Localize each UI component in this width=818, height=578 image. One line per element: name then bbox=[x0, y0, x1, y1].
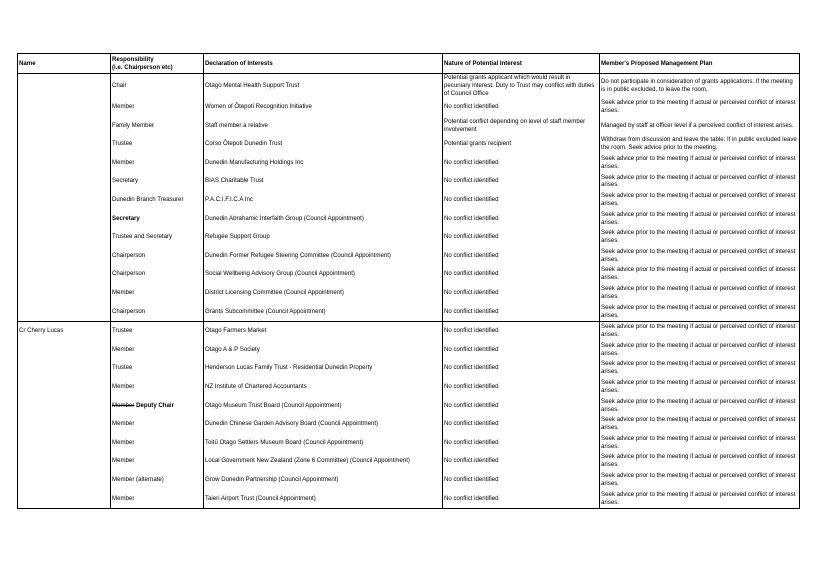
member-name-cell bbox=[18, 302, 111, 321]
header-responsibility bbox=[111, 54, 204, 74]
table-row bbox=[18, 321, 800, 340]
declaration-cell: Otago A & P Society bbox=[204, 340, 443, 359]
declaration-cell: Grow Dunedin Partnership (Council Appointment) bbox=[204, 471, 443, 490]
table-row bbox=[18, 74, 800, 98]
declaration-cell: Corso Ōtepoti Dunedin Trust bbox=[204, 135, 443, 154]
nature-cell: No conflict identified bbox=[443, 228, 600, 247]
table-row bbox=[18, 265, 800, 284]
responsibility-cell: Member bbox=[111, 415, 204, 434]
nature-cell: No conflict identified bbox=[443, 359, 600, 378]
declaration-cell: Refugee Support Group bbox=[204, 228, 443, 247]
member-name-cell bbox=[18, 265, 111, 284]
nature-cell: No conflict identified bbox=[443, 340, 600, 359]
responsibility-cell: Secretary bbox=[111, 172, 204, 191]
management-plan-cell: Seek advice prior to the meeting if actual or perceived conflict of interest arises. bbox=[600, 378, 800, 397]
responsibility-cell: Trustee bbox=[111, 359, 204, 378]
management-plan-cell: Seek advice prior to the meeting if actual or perceived conflict of interest arises. bbox=[600, 284, 800, 303]
management-plan-cell: Seek advice prior to the meeting if actual or perceived conflict of interest arises. bbox=[600, 228, 800, 247]
management-plan-cell: Seek advice prior to the meeting if actual or perceived conflict of interest arises. bbox=[600, 191, 800, 210]
responsibility-cell: Member bbox=[111, 98, 204, 117]
management-plan-cell: Seek advice prior to the meeting if actual or perceived conflict of interest arises. bbox=[600, 452, 800, 471]
management-plan-cell: Seek advice prior to the meeting if actual or perceived conflict of interest arises. bbox=[600, 172, 800, 191]
declaration-cell: BIAS Charitable Trust bbox=[204, 172, 443, 191]
table-body bbox=[18, 74, 800, 509]
member-name-cell bbox=[18, 378, 111, 397]
nature-cell: No conflict identified bbox=[443, 452, 600, 471]
declaration-cell: Otago Mental Health Support Trust bbox=[204, 74, 443, 98]
declaration-cell: NZ Institute of Chartered Accountants bbox=[204, 378, 443, 397]
responsibility-cell: Member bbox=[111, 340, 204, 359]
member-name-cell bbox=[18, 116, 111, 135]
member-name-cell bbox=[18, 154, 111, 173]
header-plan: Member's Proposed Management Plan bbox=[600, 54, 800, 74]
table-row bbox=[18, 359, 800, 378]
header-responsibility-line2: (i.e. Chairperson etc) bbox=[112, 63, 173, 71]
responsibility-cell: Dunedin Branch Treasurer bbox=[111, 191, 204, 210]
management-plan-cell: Seek advice prior to the meeting if actual or perceived conflict of interest arises. bbox=[600, 340, 800, 359]
member-name-cell bbox=[18, 74, 111, 98]
nature-cell: No conflict identified bbox=[443, 172, 600, 191]
nature-cell: No conflict identified bbox=[443, 471, 600, 490]
table-row bbox=[18, 135, 800, 154]
table-row bbox=[18, 247, 800, 266]
nature-cell: No conflict identified bbox=[443, 265, 600, 284]
nature-cell: No conflict identified bbox=[443, 396, 600, 415]
management-plan-cell: Withdraw from discussion and leave the table. If in public excluded leave the room. Seek advice prior to the meeting. bbox=[600, 135, 800, 154]
management-plan-cell: Seek advice prior to the meeting if actual or perceived conflict of interest arises. bbox=[600, 247, 800, 266]
declaration-cell: Otago Farmers Market bbox=[204, 321, 443, 340]
declaration-cell: Otago Museum Trust Board (Council Appointment) bbox=[204, 396, 443, 415]
management-plan-cell: Seek advice prior to the meeting if actual or perceived conflict of interest arises. bbox=[600, 98, 800, 117]
nature-cell: Potential grants applicant which would result in pecuniary interest. Duty to Trust may conflict with duties of Council Office bbox=[443, 74, 600, 98]
responsibility-cell bbox=[111, 396, 204, 415]
nature-cell: Potential conflict depending on level of staff member involvement bbox=[443, 116, 600, 135]
table-row bbox=[18, 396, 800, 415]
declaration-cell: Dunedin Chinese Garden Advisory Board (Council Appointment) bbox=[204, 415, 443, 434]
management-plan-cell: Seek advice prior to the meeting if actual or perceived conflict of interest arises. bbox=[600, 321, 800, 340]
table-row bbox=[18, 302, 800, 321]
management-plan-cell: Do not participate in consideration of grants applications. If the meeting is in public excluded, to leave the room. bbox=[600, 74, 800, 98]
table-row bbox=[18, 154, 800, 173]
member-name-cell bbox=[18, 135, 111, 154]
nature-cell: No conflict identified bbox=[443, 284, 600, 303]
member-name-cell bbox=[18, 228, 111, 247]
nature-cell: No conflict identified bbox=[443, 191, 600, 210]
member-name-cell bbox=[18, 489, 111, 508]
declaration-cell: Dunedin Abrahamic Interfaith Group (Council Appointment) bbox=[204, 209, 443, 228]
declaration-cell: Local Government New Zealand (Zone 6 Committee) (Council Appointment) bbox=[204, 452, 443, 471]
member-name-cell bbox=[18, 359, 111, 378]
management-plan-cell: Seek advice prior to the meeting if actual or perceived conflict of interest arises. bbox=[600, 154, 800, 173]
header-responsibility-line1: Responsibility bbox=[112, 55, 154, 63]
member-name-cell bbox=[18, 209, 111, 228]
declaration-cell: P.A.C.I.F.I.C.A Inc bbox=[204, 191, 443, 210]
table-row bbox=[18, 415, 800, 434]
responsibility-cell: Trustee bbox=[111, 135, 204, 154]
management-plan-cell: Seek advice prior to the meeting if actual or perceived conflict of interest arises. bbox=[600, 396, 800, 415]
management-plan-cell: Seek advice prior to the meeting if actual or perceived conflict of interest arises. bbox=[600, 302, 800, 321]
header-name: Name bbox=[18, 54, 111, 74]
header-nature: Nature of Potential Interest bbox=[443, 54, 600, 74]
member-name-cell bbox=[18, 340, 111, 359]
nature-cell: Potential grants recipient bbox=[443, 135, 600, 154]
table-row bbox=[18, 116, 800, 135]
management-plan-cell: Seek advice prior to the meeting if actual or perceived conflict of interest arises. bbox=[600, 433, 800, 452]
member-name-cell bbox=[18, 452, 111, 471]
nature-cell: No conflict identified bbox=[443, 154, 600, 173]
declaration-cell: Taieri Airport Trust (Council Appointment) bbox=[204, 489, 443, 508]
table-row bbox=[18, 489, 800, 508]
declaration-cell: Grants Subcommittee (Council Appointment) bbox=[204, 302, 443, 321]
responsibility-cell: Chairperson bbox=[111, 302, 204, 321]
responsibility-cell: Member bbox=[111, 378, 204, 397]
declaration-cell: Henderson Lucas Family Trust - Residential Dunedin Property bbox=[204, 359, 443, 378]
nature-cell: No conflict identified bbox=[443, 209, 600, 228]
responsibility-cell: Member bbox=[111, 489, 204, 508]
nature-cell: No conflict identified bbox=[443, 98, 600, 117]
management-plan-cell: Seek advice prior to the meeting if actual or perceived conflict of interest arises. bbox=[600, 209, 800, 228]
table-row bbox=[18, 98, 800, 117]
responsibility-cell: Trustee and Secretary bbox=[111, 228, 204, 247]
nature-cell: No conflict identified bbox=[443, 489, 600, 508]
declaration-cell: Toitū Otago Settlers Museum Board (Council Appointment) bbox=[204, 433, 443, 452]
nature-cell: No conflict identified bbox=[443, 247, 600, 266]
responsibility-cell: Member (alternate) bbox=[111, 471, 204, 490]
declaration-cell: Social Wellbeing Advisory Group (Council Appointment) bbox=[204, 265, 443, 284]
responsibility-cell: Family Member bbox=[111, 116, 204, 135]
table-row bbox=[18, 172, 800, 191]
member-name-cell bbox=[18, 172, 111, 191]
responsibility-cell: Secretary bbox=[111, 209, 204, 228]
interests-register-table bbox=[17, 53, 800, 509]
table-row bbox=[18, 340, 800, 359]
responsibility-cell: Chair bbox=[111, 74, 204, 98]
header-declaration: Declaration of Interests bbox=[204, 54, 443, 74]
nature-cell: No conflict identified bbox=[443, 433, 600, 452]
table-row bbox=[18, 191, 800, 210]
table-row bbox=[18, 284, 800, 303]
member-name-cell: Cr Cherry Lucas bbox=[18, 321, 111, 340]
member-name-cell bbox=[18, 284, 111, 303]
table-row bbox=[18, 452, 800, 471]
declaration-cell: District Licensing Committee (Council Appointment) bbox=[204, 284, 443, 303]
nature-cell: No conflict identified bbox=[443, 378, 600, 397]
nature-cell: No conflict identified bbox=[443, 302, 600, 321]
member-name-cell bbox=[18, 433, 111, 452]
nature-cell: No conflict identified bbox=[443, 415, 600, 434]
management-plan-cell: Seek advice prior to the meeting if actual or perceived conflict of interest arises. bbox=[600, 359, 800, 378]
responsibility-cell: Member bbox=[111, 154, 204, 173]
member-name-cell bbox=[18, 471, 111, 490]
responsibility-cell: Chairperson bbox=[111, 247, 204, 266]
responsibility-added-text: Deputy Chair bbox=[136, 401, 174, 409]
responsibility-cell: Member bbox=[111, 284, 204, 303]
member-name-cell bbox=[18, 415, 111, 434]
responsibility-cell: Trustee bbox=[111, 321, 204, 340]
declaration-cell: Dunedin Manufacturing Holdings Inc bbox=[204, 154, 443, 173]
responsibility-struck-text: Member bbox=[112, 401, 135, 409]
table-header-row bbox=[18, 54, 800, 74]
management-plan-cell: Seek advice prior to the meeting if actual or perceived conflict of interest arises. bbox=[600, 489, 800, 508]
table-row bbox=[18, 471, 800, 490]
member-name-cell bbox=[18, 396, 111, 415]
declaration-cell: Women of Ōtepoti Recognition Initiative bbox=[204, 98, 443, 117]
management-plan-cell: Seek advice prior to the meeting if actual or perceived conflict of interest arises. bbox=[600, 471, 800, 490]
table-row bbox=[18, 228, 800, 247]
table-row bbox=[18, 378, 800, 397]
table-row bbox=[18, 209, 800, 228]
management-plan-cell: Managed by staff at officer level if a perceived conflict of interest arises. bbox=[600, 116, 800, 135]
declaration-cell: Staff member a relative bbox=[204, 116, 443, 135]
responsibility-cell: Chairperson bbox=[111, 265, 204, 284]
management-plan-cell: Seek advice prior to the meeting if actual or perceived conflict of interest arises. bbox=[600, 415, 800, 434]
member-name-cell bbox=[18, 98, 111, 117]
member-name-cell bbox=[18, 191, 111, 210]
table-row bbox=[18, 433, 800, 452]
responsibility-cell: Member bbox=[111, 452, 204, 471]
declaration-cell: Dunedin Former Refugee Steering Committee (Council Appointment) bbox=[204, 247, 443, 266]
management-plan-cell: Seek advice prior to the meeting if actual or perceived conflict of interest arises. bbox=[600, 265, 800, 284]
member-name-cell bbox=[18, 247, 111, 266]
nature-cell: No conflict identified bbox=[443, 321, 600, 340]
responsibility-cell: Member bbox=[111, 433, 204, 452]
